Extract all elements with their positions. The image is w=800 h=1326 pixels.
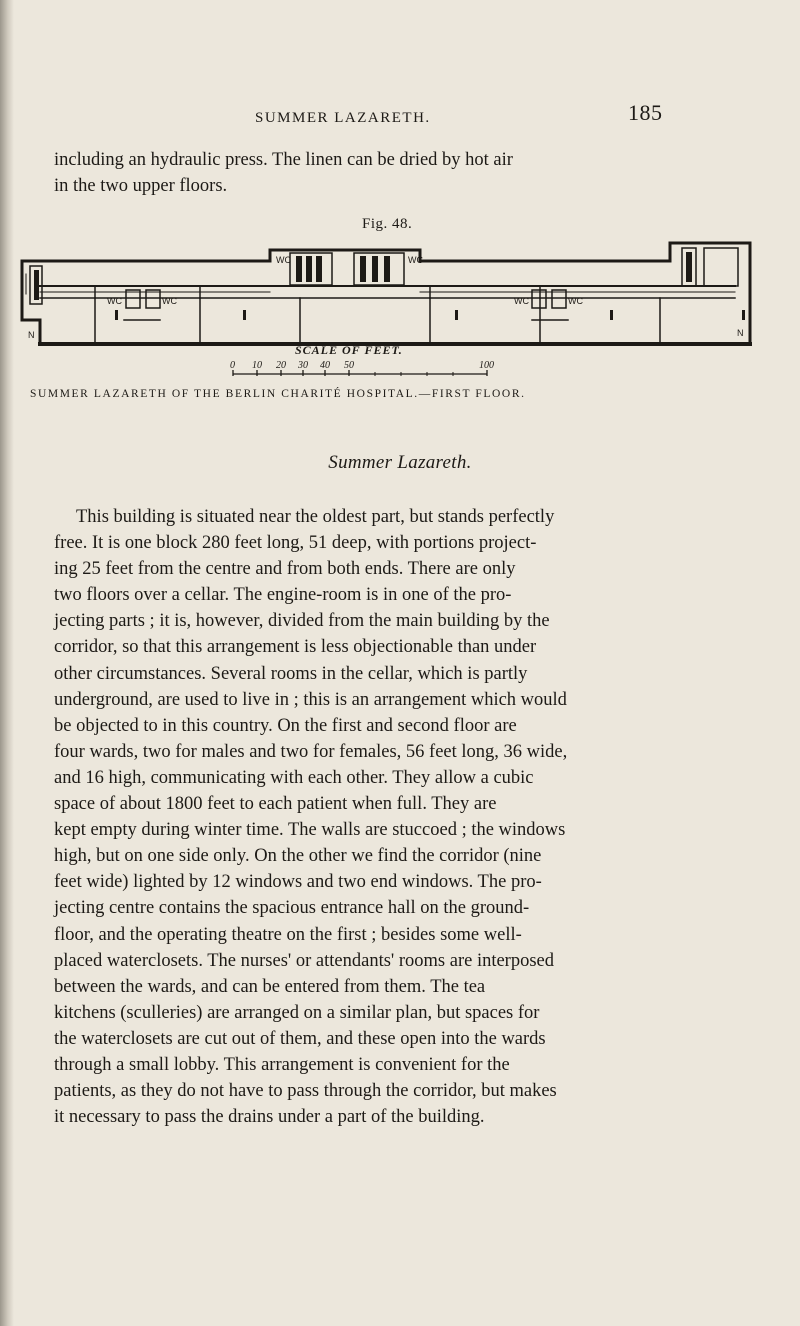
body-paragraph: [54, 504, 714, 1130]
wc-label: WC: [162, 296, 177, 306]
scale-title: SCALE OF FEET.: [295, 343, 403, 357]
scale-bar-tick: [233, 370, 487, 376]
wc-label: WC: [276, 255, 291, 265]
hatch-fill: [686, 252, 692, 282]
figure-caption: SUMMER LAZARETH OF THE BERLIN CHARITÉ HOSPITAL.—FIRST FLOOR.: [30, 388, 526, 400]
text-line: including an hydraulic press. The linen can be dried by hot air: [54, 150, 513, 170]
door-mark: [455, 310, 458, 320]
scale-tick-label: 50: [344, 360, 354, 371]
door-mark: [610, 310, 613, 320]
text-line: in the two upper floors.: [54, 176, 228, 196]
wc-block: [126, 290, 140, 308]
door-mark: [243, 310, 246, 320]
text-line: space of about 1800 feet to each patient when full. They are: [54, 794, 497, 815]
scale-tick-label: 100: [479, 360, 494, 371]
compass-mark: N: [28, 330, 35, 340]
wc-label: WC: [408, 255, 423, 265]
text-line: it necessary to pass the drains under a part of the building.: [54, 1107, 485, 1128]
text-line: between the wards, and can be entered from them. The tea: [54, 976, 486, 997]
hatch-fill: [306, 256, 312, 282]
text-line: other circumstances. Several rooms in the cellar, which is partly: [54, 663, 528, 684]
text-line: placed waterclosets. The nurses' or attendants' rooms are interposed: [54, 950, 555, 971]
text-line: underground, are used to live in ; this is an arrangement which would: [54, 689, 567, 710]
hatch-fill: [372, 256, 378, 282]
text-line: ing 25 feet from the centre and from both ends. There are only: [54, 559, 516, 580]
text-line: the waterclosets are cut out of them, and these open into the wards: [54, 1028, 546, 1049]
text-line: through a small lobby. This arrangement is convenient for the: [54, 1054, 510, 1075]
text-line: kitchens (sculleries) are arranged on a similar plan, but spaces for: [54, 1002, 540, 1023]
text-line: high, but on one side only. On the other we find the corridor (nine: [54, 846, 542, 867]
text-line: be objected to in this country. On the first and second floor are: [54, 715, 517, 736]
door-mark: [742, 310, 745, 320]
right-wing-room: [704, 248, 738, 286]
text-line: jecting centre contains the spacious entrance hall on the ground-: [54, 898, 530, 919]
compass-mark: N: [737, 328, 744, 338]
text-line: two floors over a cellar. The engine-room is in one of the pro-: [54, 585, 512, 606]
hatch-fill: [316, 256, 322, 282]
page-edge: [0, 0, 14, 1326]
text-line: and 16 high, communicating with each other. They allow a cubic: [54, 767, 534, 788]
text-line: patients, as they do not have to pass through the corridor, but makes: [54, 1081, 557, 1102]
text-line: jecting parts ; it is, however, divided from the main building by the: [54, 611, 550, 632]
scale-tick-label: 0: [230, 360, 235, 371]
intro-paragraph: [54, 147, 694, 199]
scale-tick-label: 40: [320, 360, 330, 371]
text-line: four wards, two for males and two for females, 56 feet long, 36 wide,: [54, 741, 568, 762]
text-line: kept empty during winter time. The walls are stuccoed ; the windows: [54, 820, 566, 841]
figure-label: Fig. 48.: [362, 216, 413, 232]
section-heading: Summer Lazareth.: [328, 452, 472, 473]
scale-bar: [225, 356, 505, 384]
hatch-fill: [360, 256, 366, 282]
wc-block: [532, 290, 546, 308]
text-line: This building is situated near the oldest part, but stands perfectly: [76, 507, 555, 527]
wc-label: WC: [568, 296, 583, 306]
wc-block: [146, 290, 160, 308]
text-line: floor, and the operating theatre on the first ; besides some well-: [54, 924, 522, 945]
scale-tick-label: 20: [276, 360, 286, 371]
running-head: SUMMER LAZARETH.: [255, 110, 431, 126]
hatch-fill: [384, 256, 390, 282]
page-number: 185: [628, 100, 663, 125]
wc-block: [552, 290, 566, 308]
text-line: corridor, so that this arrangement is less objectionable than under: [54, 637, 537, 658]
hatch-fill: [34, 270, 39, 300]
hatch-fill: [296, 256, 302, 282]
wc-label: WC: [514, 296, 529, 306]
scale-tick-label: 30: [298, 360, 308, 371]
wc-label: WC: [107, 296, 122, 306]
text-line: free. It is one block 280 feet long, 51 deep, with portions project-: [54, 533, 537, 554]
text-line: feet wide) lighted by 12 windows and two end windows. The pro-: [54, 872, 542, 893]
floor-plan: [0, 238, 800, 350]
door-mark: [115, 310, 118, 320]
scale-tick-label: 10: [252, 360, 262, 371]
